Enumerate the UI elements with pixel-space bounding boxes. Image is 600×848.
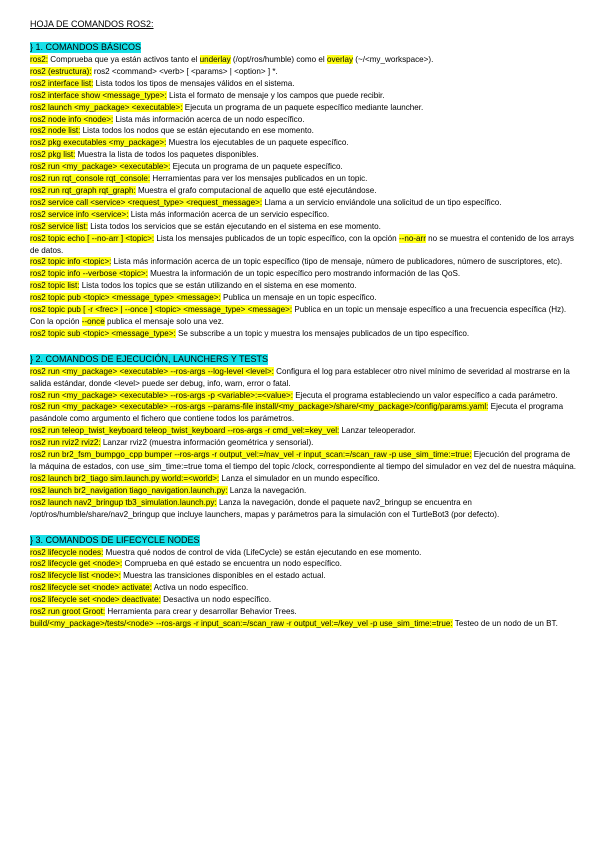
command-description: Activa un nodo específico. [151,583,249,593]
command-list [30,547,576,630]
command-entry [30,114,576,126]
command-name: ros2 node list: [30,126,81,136]
command-entry [30,90,576,102]
section-1 [30,40,576,340]
command-name: ros2 run rviz2 rviz2: [30,438,101,448]
command-entry [30,594,576,606]
command-description: Muestra qué nodos de control de vida (LifeCycle) se están ejecutando en ese momento. [103,547,422,557]
command-name: ros2 service call <service> <request_type> <request_message>: [30,197,263,207]
command-description: Configura el log para establecer otro nivel mínimo de severidad al mostrarse en la salida estándar, donde <level> puede ser debug, info, warn, error o fatal. [30,366,570,388]
section-2 [30,352,576,521]
command-description: (/opt/ros/humble) como el [230,55,327,64]
command-description: Ejecuta un programa de un paquete específico. [170,162,343,172]
command-description: ros2 <command> <verb> [ <params> | <option> ] *. [91,66,278,76]
command-description: Lista todos los topics que se están utilizando en el sistema en ese momento. [79,281,357,291]
command-name: ros2 topic list: [30,281,80,291]
command-name: ros2 topic info --verbose <topic>: [30,269,148,279]
command-description: Herramientas para ver los mensajes publicados en un topic. [150,174,368,184]
command-description: Muestra las transiciones disponibles en el estado actual. [120,571,326,581]
command-description: Lanzar teleoperador. [339,426,416,436]
command-name: ros2 lifecycle set <node> activate: [30,583,152,593]
section-3 [30,533,576,630]
command-name: ros2 run rqt_graph rqt_graph: [30,185,136,195]
command-entry [30,197,576,209]
command-name: ros2 (estructura): [30,66,92,76]
section-title: } 2. COMANDOS DE EJECUCIÓN, LAUNCHERS Y TESTS [30,353,269,364]
command-description: Lista más información acerca de un servicio específico. [128,209,330,219]
command-description: Ejecuta el programa estableciendo un valor específico a cada parámetro. [292,390,558,400]
command-entry [30,102,576,114]
command-name: ros2 run <my_package> <executable>: [30,162,171,172]
command-description: Comprueba en qué estado se encuentra un nodo específico. [122,559,342,569]
sections-container [30,40,576,630]
highlighted-term: overlay [326,55,354,64]
command-entry [30,437,576,449]
command-name: ros2 launch nav2_bringup tb3_simulation.launch.py: [30,497,217,507]
command-name: ros2 launch br2_navigation tiago_navigation.launch.py: [30,485,228,495]
command-name: ros2 pkg executables <my_package>: [30,138,167,148]
command-entry [30,473,576,485]
command-description: Lista todos los nodos que se están ejecutando en ese momento. [80,126,314,136]
command-entry [30,401,576,425]
command-entry [30,497,576,521]
command-entry [30,209,576,221]
command-entry [30,280,576,292]
command-description: publica el mensaje solo una vez. [104,316,224,326]
command-description: Se subscribe a un topic y muestra los mensajes publicados de un tipo específico. [175,328,470,338]
command-name: ros2 run <my_package> <executable> --ros-args -p <variable>:=<value>: [30,390,293,400]
command-list [30,366,576,521]
command-description: Ejecuta el programa pasándole como argumento el fichero que contiene todos los parámetros. [30,402,564,424]
document-title: HOJA DE COMANDOS ROS2: [30,19,154,29]
command-entry [30,54,576,66]
command-description: Lista más información acerca de un topic específico (tipo de mensaje, número de publicadores, número de suscriptores, etc). [111,257,563,267]
command-entry [30,547,576,559]
command-name: ros2 topic sub <topic> <message_type>: [30,328,176,338]
command-list [30,54,576,340]
section-title: } 1. COMANDOS BÁSICOS [30,42,142,52]
command-name: ros2 service list: [30,221,89,231]
command-entry [30,366,576,390]
command-name: ros2 service info <service>: [30,209,129,219]
command-entry [30,78,576,90]
highlighted-term: --once [81,316,105,326]
command-description: Lista el formato de mensaje y los campos que puede recibir. [166,90,385,100]
command-name: ros2 interface show <message_type>: [30,90,167,100]
command-name: ros2: [30,55,48,64]
command-entry [30,173,576,185]
command-name: ros2 run <my_package> <executable> --ros-args --log-level <level>: [30,366,274,376]
command-description: Lanza la navegación. [227,485,307,495]
command-entry [30,268,576,280]
command-entry [30,390,576,402]
command-description: Llama a un servicio enviándole una solicitud de un tipo específico. [262,197,502,207]
command-entry [30,425,576,437]
command-entry [30,292,576,304]
command-description: Muestra la información de un topic específico pero mostrando información de las QoS. [147,269,461,279]
command-description: Ejecuta un programa de un paquete específico mediante launcher. [182,102,424,112]
command-name: ros2 launch br2_tiago sim.launch.py world:=<world>: [30,473,220,483]
command-entry [30,149,576,161]
command-entry [30,125,576,137]
command-name: ros2 lifecycle get <node>: [30,559,123,569]
command-description: Publica un mensaje en un topic específico. [220,293,377,303]
command-name: ros2 lifecycle list <node>: [30,571,121,581]
command-description: Lista todos los servicios que se están ejecutando en el sistema en ese momento. [88,221,381,231]
command-name: ros2 topic pub [ -r <frec> | --once ] <topic> <message_type> <message>: [30,305,293,315]
command-entry [30,304,576,328]
command-entry [30,558,576,570]
command-name: ros2 run br2_fsm_bumpgo_cpp bumper --ros-args -r output_vel:=/nav_vel -r input_scan:=/scan_raw -p use_sim_time:=true: [30,450,472,460]
command-description: (~/<my_workspace>). [353,55,434,64]
command-entry [30,221,576,233]
command-description: Herramienta para crear y desarrollar Behavior Trees. [105,607,297,617]
command-description: Ejecución del programa de la máquina de estados, con use_sim_time:=true toma el tiempo del topic /clock, correspondiente al tiempo del simulador en vez del de nuestra máquina. [30,450,576,471]
command-description: Desactiva un nodo específico. [160,595,272,605]
command-name: ros2 run groot Groot: [30,607,106,617]
highlighted-term: underlay [199,55,231,64]
command-name: build/<my_package>/tests/<node> --ros-args -r input_scan:=/scan_raw -r output_vel:=/key_vel -p use_sim_time:=true: [30,618,453,628]
command-entry [30,185,576,197]
command-description: no se muestra el contenido de los arrays de datos. [30,233,574,255]
command-entry [30,618,576,630]
command-name: ros2 topic pub <topic> <message_type> <message>: [30,293,221,303]
command-entry [30,161,576,173]
command-entry [30,449,576,473]
command-entry [30,606,576,618]
command-entry [30,66,576,78]
section-title: } 3. COMANDOS DE LIFECYCLE NODES [30,534,200,545]
command-name: ros2 interface list: [30,78,94,88]
command-name: ros2 run teleop_twist_keyboard teleop_twist_keyboard --ros-args -r cmd_vel:=key_vel: [30,426,340,436]
command-entry [30,328,576,340]
command-name: ros2 topic info <topic>: [30,257,112,267]
command-description: Lista los mensajes publicados de un topic específico, con la opción [154,233,399,243]
command-name: ros2 lifecycle nodes: [30,547,104,557]
command-name: ros2 topic echo [ --no-arr ] <topic>: [30,233,155,243]
command-description: Lista todos los tipos de mensajes válidos en el sistema. [93,78,295,88]
command-description: Testeo de un nodo de un BT. [452,618,558,628]
command-description: Lanza el simulador en un mundo específico. [219,473,380,483]
command-entry [30,137,576,149]
command-name: ros2 lifecycle set <node> deactivate: [30,595,161,605]
command-name: ros2 run rqt_console rqt_console: [30,174,151,184]
command-name: ros2 run <my_package> <executable> --ros-args --params-file install/<my_package>/share/<my_package>/config/params.yaml: [30,402,489,412]
command-description: Comprueba que ya están activos tanto el [48,55,200,64]
command-entry [30,570,576,582]
command-description: Muestra el grafo computacional de aquello que esté ejecutándose. [135,185,377,195]
command-description: Muestra la lista de todos los paquetes disponibles. [75,150,259,160]
command-description: Muestra los ejecutables de un paquete específico. [166,138,349,148]
command-name: ros2 node info <node>: [30,114,114,124]
command-name: ros2 pkg list: [30,150,76,160]
command-name: ros2 launch <my_package> <executable>: [30,102,183,112]
highlighted-term: --no-arr [398,233,426,243]
command-description: Lanza la navegación, donde el paquete nav2_bringup se encuentra en /opt/ros/humble/share/nav2_bringup que incluye launchers, mapas y parámetros para la simulación con el TurtleBot3 (por defecto). [30,497,500,519]
command-entry [30,233,576,257]
command-entry [30,256,576,268]
command-description: Publica en un topic un mensaje específico a una frecuencia específica (Hz). Con la opción [30,305,567,326]
command-description: Lanzar rviz2 (muestra información geométrica y sensorial). [100,438,314,448]
command-description: Lista más información acerca de un nodo específico. [113,114,305,124]
command-entry [30,582,576,594]
command-entry [30,485,576,497]
